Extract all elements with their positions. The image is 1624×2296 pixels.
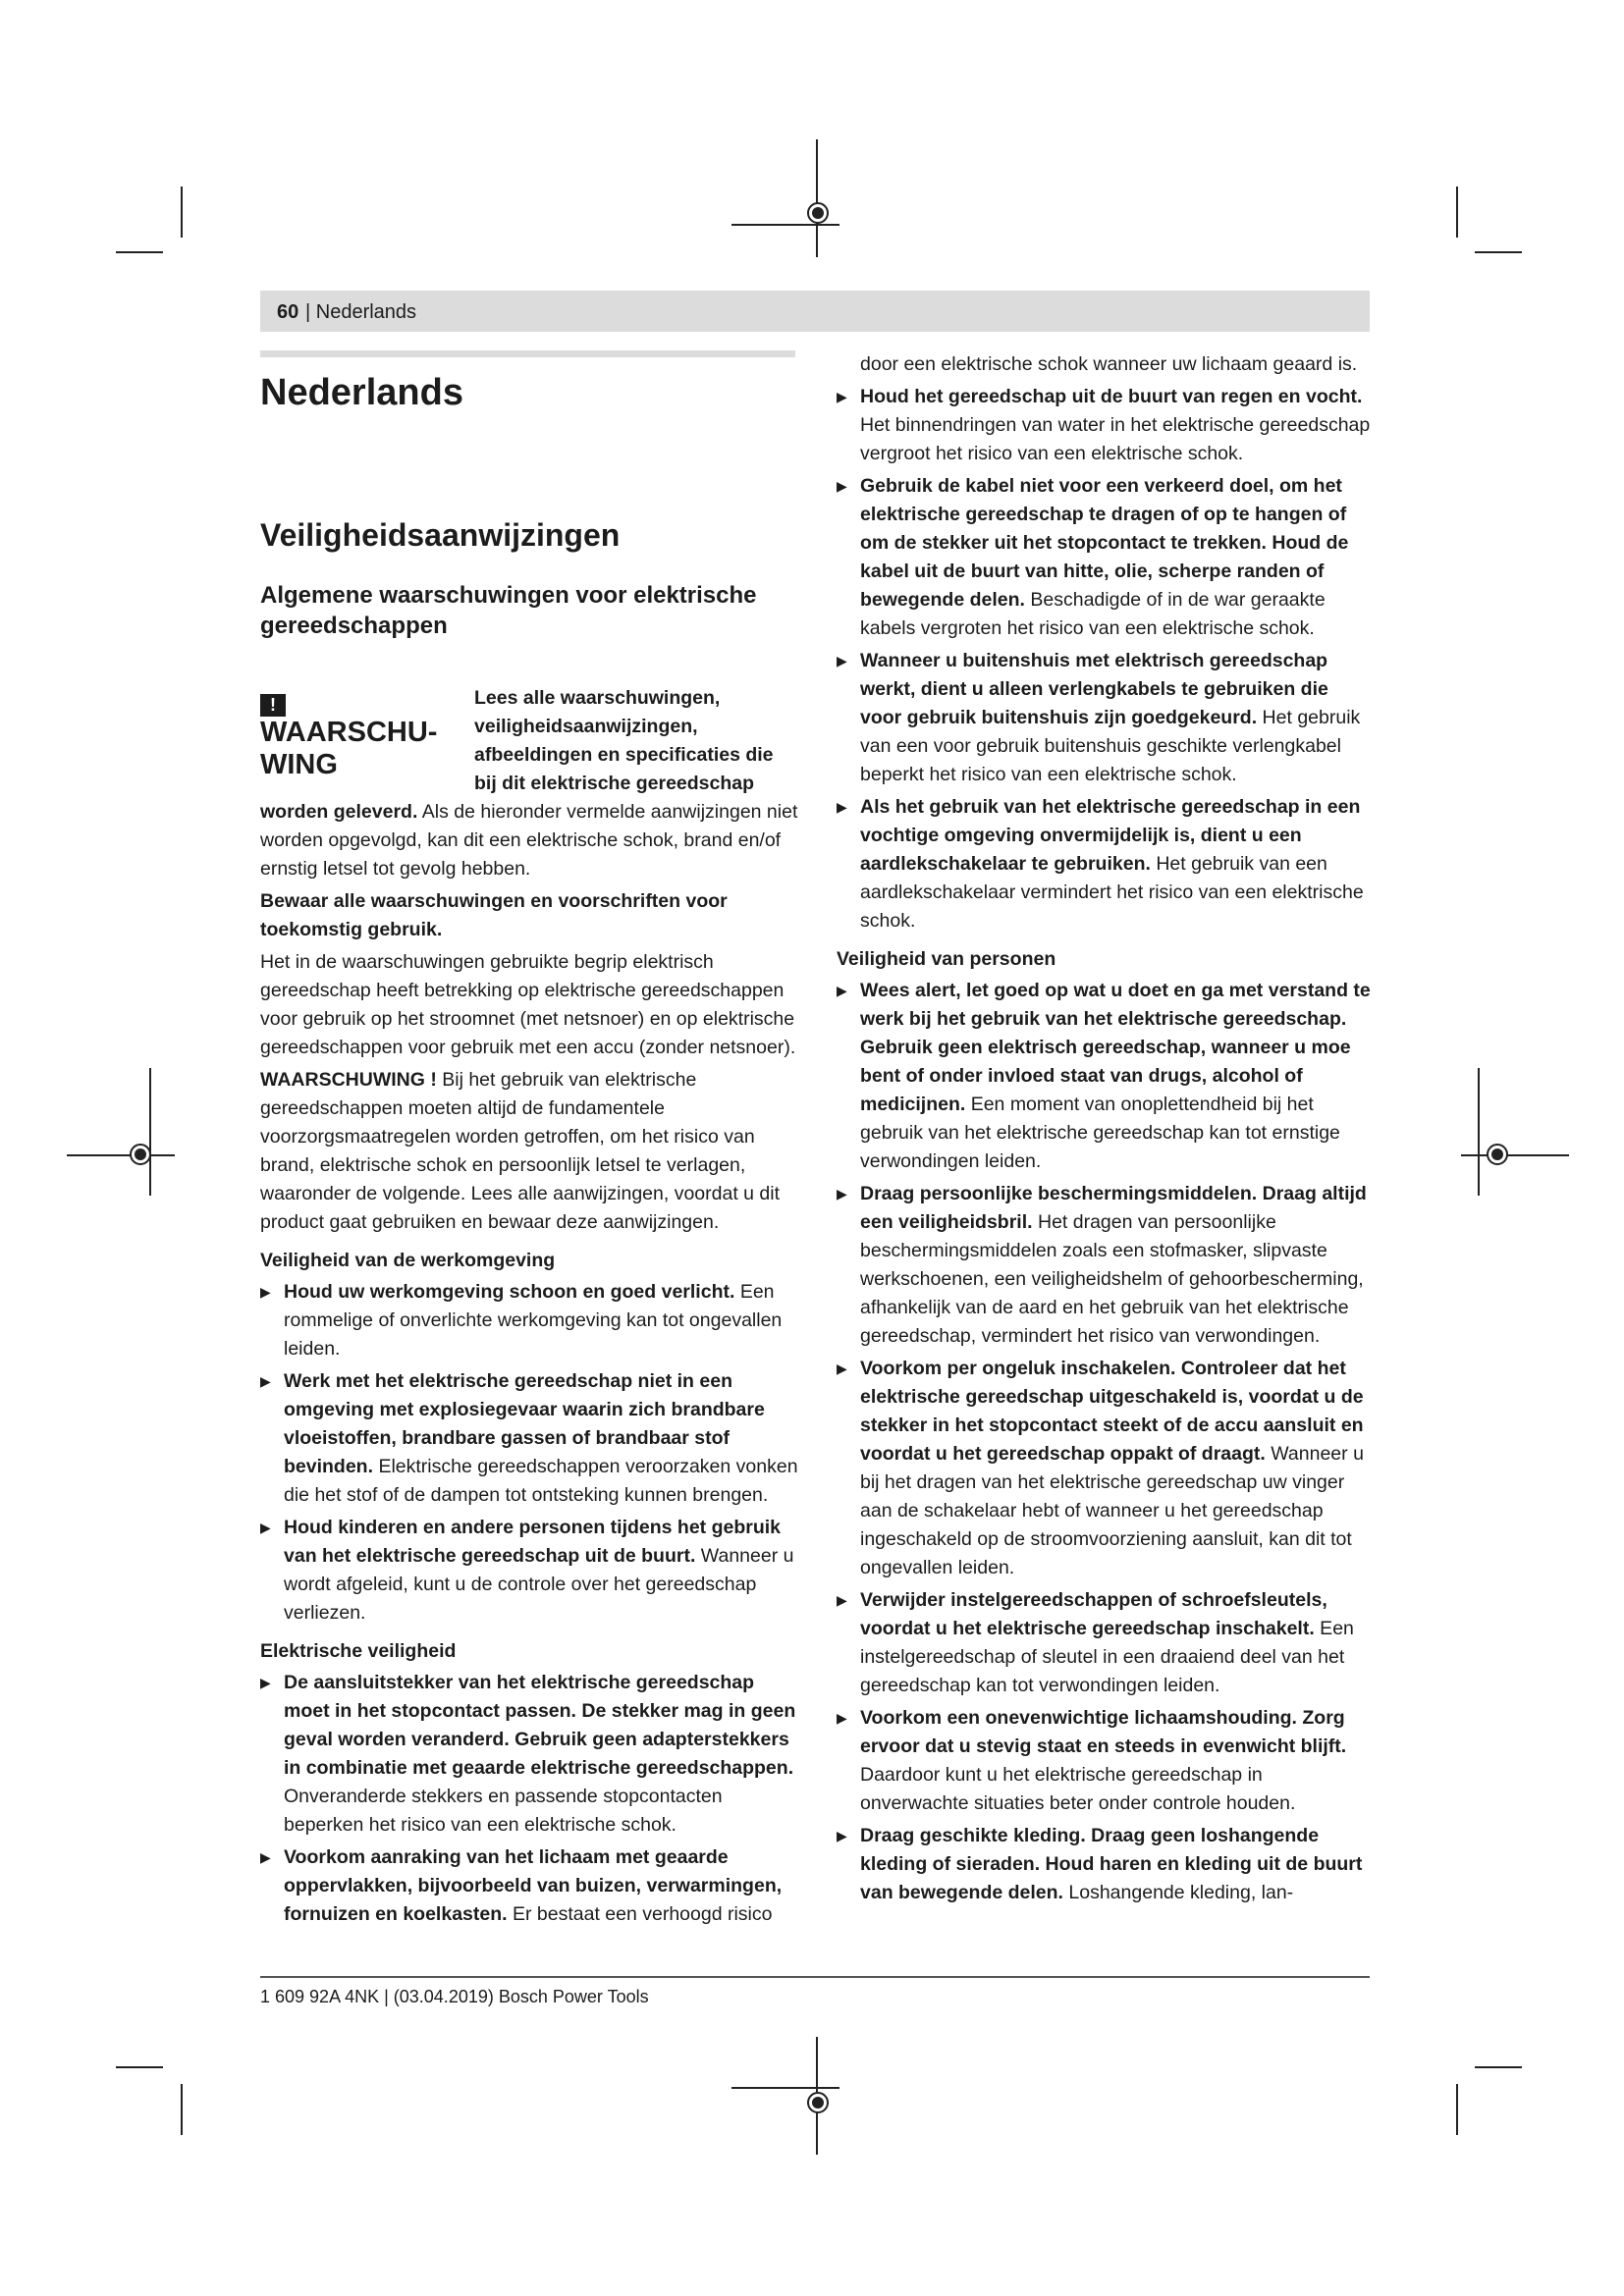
crop-mark-bottom-left-h — [116, 2066, 163, 2068]
list-item: ▶ Draag persoonlijke beschermingsmiddelen. Draag altijd een veiligheidsbril. Het dragen van persoonlijke beschermingsmiddelen zoals een stofmasker, slipvaste werkschoenen, een veiligheidshelm of gehoorbescherming, afhankelijk van de aard en het gebruik van het elektrische gereedschap, vermindert het risico van verwondingen. — [837, 1180, 1375, 1351]
electrical-heading: Elektrische veiligheid — [260, 1640, 457, 1662]
crop-mark-bottom-left-v — [181, 2084, 183, 2135]
subsection-title: Algemene waarschuwingen voor elektrische gereedschappen — [260, 582, 757, 639]
list-item: ▶ Voorkom een onevenwichtige lichaamshouding. Zorg ervoor dat u stevig staat en steeds in evenwicht blijft. Daardoor kunt u het elektrische gereedschap in onverwachte situaties beter onder controle houden. — [837, 1704, 1375, 1818]
list-item: ▶ Werk met het elektrische gereedschap niet in een omgeving met explosiegevaar waarin zich brandbare vloeistoffen, brandbare gassen of brandbaar stof bevinden. Elektrische gereedschappen veroorzaken vonken die het stof of de dampen tot ontsteking kunnen brengen. — [260, 1367, 798, 1510]
section-title: Veiligheidsaanwijzingen — [260, 517, 621, 553]
registration-right-h — [1461, 1154, 1569, 1156]
crop-mark-bottom-right-v — [1456, 2084, 1458, 2135]
list-item: ▶ Voorkom aanraking van het lichaam met geaarde oppervlakken, bijvoorbeeld van buizen, verwarmingen, fornuizen en koelkasten. Er bestaat een verhoogd risico — [260, 1843, 798, 1929]
list-item: ▶ Voorkom per ongeluk inschakelen. Controleer dat het elektrische gereedschap uitgeschakeld is, voordat u de stekker in het stopcontact steekt of de accu aansluit en voordat u het gereedschap oppakt of draagt. Wanneer u bij het dragen van het elektrische gereedschap uw vinger aan de schakelaar hebt of wanneer u het gereedschap ingeschakeld op de stroomvoorziening aansluit, kan dit tot ongevallen leiden. — [837, 1355, 1375, 1582]
right-column — [837, 350, 1375, 1911]
term-definition: Het in de waarschuwingen gebruikte begrip elektrisch gereedschap heeft betrekking op elektrische gereedschappen voor gebruik op het stroomnet (met netsnoer) en op elektrische gereedschappen voor gebruik met een accu (zonder netsnoer). — [260, 951, 796, 1058]
registration-mark-right — [1487, 1144, 1508, 1165]
personal-heading: Veiligheid van personen — [837, 948, 1056, 970]
warning-label-box — [260, 684, 466, 781]
keep-instructions: Bewaar alle waarschuwingen en voorschriften voor toekomstig gebruik. — [260, 890, 728, 940]
warning-block — [260, 684, 798, 883]
caution-paragraph — [260, 1066, 798, 1237]
list-item: ▶ Houd uw werkomgeving schoon en goed verlicht. Een rommelige of onverlichte werkomgeving kan tot ongevallen leiden. — [260, 1278, 798, 1363]
warning-icon: ! — [260, 694, 286, 717]
warning-label: WAARSCHU-WING — [260, 717, 438, 780]
caution-text: Bij het gebruik van elektrische gereedschappen moeten altijd de fundamentele voorzorgsmaatregelen worden getroffen, om het risico van brand, elektrische schok en persoonlijk letsel te verlagen, waaronder de volgende. Lees alle aanwijzingen, voordat u dit product gaat gebruiken en bewaar deze aanwijzingen. — [260, 1069, 781, 1233]
crop-mark-top-left-h — [116, 251, 163, 253]
crop-mark-top-left-v — [181, 187, 183, 238]
registration-top-v — [816, 139, 818, 257]
registration-left-v — [149, 1068, 151, 1196]
list-item: ▶ De aansluitstekker van het elektrische gereedschap moet in het stopcontact passen. De stekker mag in geen geval worden veranderd. Gebruik geen adapterstekkers in combinatie met geaarde elektrische gereedschappen. Onveranderde stekkers en passende stopcontacten beperken het risico van een elektrische schok. — [260, 1669, 798, 1840]
page-number: 60 — [277, 301, 299, 323]
registration-mark-left — [130, 1144, 151, 1165]
list-item: ▶ Als het gebruik van het elektrische gereedschap in een vochtige omgeving onvermijdelijk is, dient u een aardlekschakelaar te gebruiken. Het gebruik van een aardlekschakelaar vermindert het risico van een elektrische schok. — [837, 793, 1375, 935]
warning-lead-bold: Lees alle waarschuwingen, veiligheidsaanwijzingen, afbeeldingen en specificaties die bij dit elektrische gereedschap worden geleverd. — [260, 687, 774, 823]
header-language: Nederlands — [315, 301, 417, 323]
registration-right-v — [1478, 1068, 1480, 1196]
page-header — [260, 291, 1370, 332]
work-area-heading: Veiligheid van de werkomgeving — [260, 1250, 556, 1271]
warning-lead-text: Als de hieronder vermelde aanwijzingen niet worden opgevolgd, kan dit een elektrische schok, brand en/of ernstig letsel tot gevolg hebben. — [260, 801, 798, 880]
registration-top-h — [731, 224, 839, 226]
footer-text: 1 609 92A 4NK | (03.04.2019) Bosch Power Tools — [260, 1987, 649, 2006]
list-item: ▶ Houd het gereedschap uit de buurt van regen en vocht. Het binnendringen van water in het elektrische gereedschap vergroot het risico van een elektrische schok. — [837, 383, 1375, 468]
list-item: ▶ Wees alert, let goed op wat u doet en ga met verstand te werk bij het gebruik van het elektrische gereedschap. Gebruik geen elektrisch gereedschap, wanneer u moe bent of onder invloed staat van drugs, alcohol of medicijnen. Een moment van onoplettendheid bij het gebruik van het elektrische gereedschap kan tot ernstige verwondingen leiden. — [837, 977, 1375, 1176]
registration-bottom-h — [731, 2087, 839, 2089]
registration-mark-bottom — [807, 2092, 829, 2113]
left-column — [260, 350, 798, 1933]
crop-mark-top-right-h — [1475, 251, 1522, 253]
header-separator: | — [305, 301, 311, 323]
crop-mark-top-right-v — [1456, 187, 1458, 238]
list-item: ▶ Verwijder instelgereedschappen of schroefsleutels, voordat u het elektrische gereedschap inschakelt. Een instelgereedschap of sleutel in een draaiend deel van het gereedschap kan tot verwondingen leiden. — [837, 1586, 1375, 1700]
caution-bold: WAARSCHUWING ! — [260, 1069, 437, 1091]
list-item: ▶ Draag geschikte kleding. Draag geen loshangende kleding of sieraden. Houd haren en kleding uit de buurt van bewegende delen. Loshangende kleding, lan- — [837, 1822, 1375, 1907]
registration-mark-top — [807, 202, 829, 224]
crop-mark-bottom-right-h — [1475, 2066, 1522, 2068]
continuation-text: door een elektrische schok wanneer uw lichaam geaard is. — [860, 353, 1358, 375]
list-item: ▶ Houd kinderen en andere personen tijdens het gebruik van het elektrische gereedschap uit de buurt. Wanneer u wordt afgeleid, kunt u de controle over het gereedschap verliezen. — [260, 1514, 798, 1628]
page-title: Nederlands — [260, 372, 463, 413]
list-item: ▶ Gebruik de kabel niet voor een verkeerd doel, om het elektrische gereedschap te dragen of op te hangen of om de stekker uit het stopcontact te trekken. Houd de kabel uit de buurt van hitte, olie, scherpe randen of bewegende delen. Beschadigde of in de war geraakte kabels vergroten het risico van een elektrische schok. — [837, 472, 1375, 643]
registration-left-h — [67, 1154, 175, 1156]
list-item: ▶ Wanneer u buitenshuis met elektrisch gereedschap werkt, dient u alleen verlengkabels te gebruiken die voor gebruik buitenshuis zijn goedgekeurd. Het gebruik van een voor gebruik buitenshuis geschikte verlengkabel beperkt het risico van een elektrische schok. — [837, 647, 1375, 789]
footer-rule — [260, 1976, 1370, 1978]
